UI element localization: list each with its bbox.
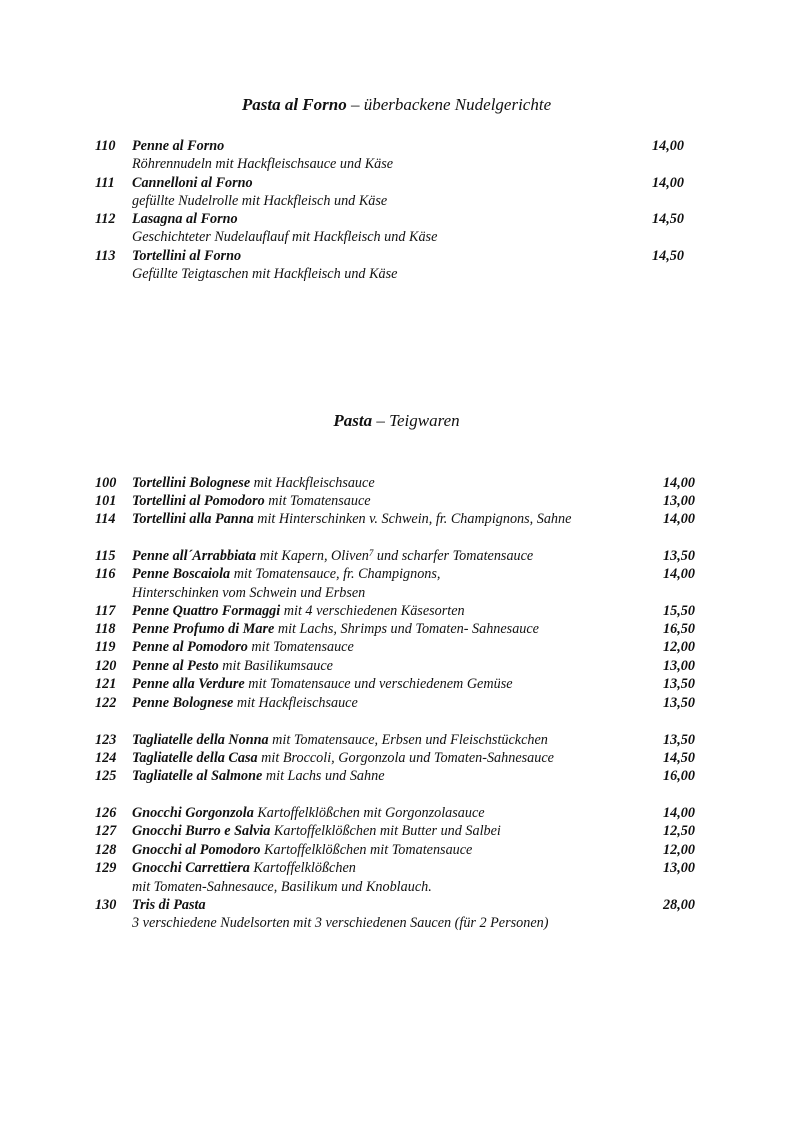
item-price: 14,00 [652,175,684,191]
item-name: Penne Profumo di Mare [132,621,275,637]
item-description: Geschichteter Nudelauflauf mit Hackfleisch und Käse [132,229,438,245]
item-number: 119 [95,639,116,655]
item-price: 14,00 [663,566,695,582]
item-price: 13,50 [663,676,695,692]
item-name: Penne al Pomodoro [132,639,248,655]
item-description-line2: mit Tomaten-Sahnesauce, Basilikum und Knoblauch. [132,879,432,895]
item-price: 12,00 [663,639,695,655]
item-number: 110 [95,138,116,154]
item-description: mit Tomatensauce, Erbsen und Fleischstückchen [268,732,548,748]
item-price: 14,00 [663,511,695,527]
item-description: mit Hinterschinken v. Schwein, fr. Champignons, Sahne [253,511,572,527]
item-description: mit Hackfleischsauce [233,695,358,711]
item-description: Kartoffelklößchen [249,860,356,876]
item-description: Gefüllte Teigtaschen mit Hackfleisch und Käse [132,266,398,282]
item-name: Tagliatelle della Nonna [132,732,269,748]
item-name: Cannelloni al Forno [132,175,253,191]
item-price: 13,00 [663,860,695,876]
item-name: Gnocchi Burro e Salvia [132,823,271,839]
item-description-continued: und scharfer Tomatensauce [373,548,534,564]
item-price: 14,00 [663,805,695,821]
item-number: 130 [95,897,117,913]
item-description: Röhrennudeln mit Hackfleischsauce und Käse [132,156,394,172]
item-name: Gnocchi Carrettiera [132,860,250,876]
item-number: 122 [95,695,117,711]
item-description: mit Tomatensauce, fr. Champignons, [230,566,441,582]
item-number: 114 [95,511,116,527]
item-name: Penne Quattro Formaggi [132,603,281,619]
item-number: 125 [95,768,117,784]
item-description: gefüllte Nudelrolle mit Hackfleisch und Käse [132,193,388,209]
item-name: Tagliatelle al Salmone [132,768,263,784]
item-price: 13,00 [663,658,695,674]
item-description: mit Lachs und Sahne [262,768,385,784]
item-description-line2: 3 verschiedene Nudelsorten mit 3 verschiedenen Saucen (für 2 Personen) [132,915,549,931]
item-number: 113 [95,248,116,264]
item-name: Tortellini alla Panna [132,511,254,527]
item-number: 123 [95,732,117,748]
item-number: 117 [95,603,116,619]
item-description: mit Tomatensauce [264,493,371,509]
section-title-rest: – überbackene Nudelgerichte [346,95,552,114]
section-title-bold: Pasta al Forno [241,95,347,114]
item-name: Tortellini al Pomodoro [132,493,265,509]
item-description: Kartoffelklößchen mit Tomatensauce [260,842,473,858]
item-description: mit Tomatensauce [247,639,354,655]
item-name: Gnocchi Gorgonzola [132,805,254,821]
item-number: 120 [95,658,117,674]
footnote-marker: 7 [368,548,374,558]
item-name: Penne al Forno [132,138,225,154]
item-price: 13,00 [663,493,695,509]
item-number: 121 [95,676,117,692]
item-price: 14,00 [663,475,695,491]
item-number: 129 [95,860,117,876]
item-number: 101 [95,493,117,509]
item-price: 28,00 [663,897,695,913]
item-price: 14,00 [652,138,684,154]
section-title-rest: – Teigwaren [372,411,460,430]
item-price: 13,50 [663,732,695,748]
item-number: 115 [95,548,116,564]
item-number: 100 [95,475,117,491]
item-price: 16,50 [663,621,695,637]
item-number: 118 [95,621,116,637]
item-number: 128 [95,842,117,858]
item-description-line2: Hinterschinken vom Schwein und Erbsen [132,585,366,601]
item-name: Tagliatelle della Casa [132,750,258,766]
item-name: Penne al Pesto [132,658,219,674]
item-name: Penne Boscaiola [132,566,231,582]
item-description: mit Broccoli, Gorgonzola und Tomaten-Sahnesauce [257,750,554,766]
item-price: 15,50 [663,603,695,619]
item-description: mit 4 verschiedenen Käsesorten [280,603,465,619]
item-name: Penne all´Arrabbiata [132,548,257,564]
section-heading-pasta [0,411,793,431]
item-number: 111 [95,175,115,191]
item-name: Tortellini al Forno [132,248,242,264]
section-heading-pasta-al-forno [0,95,793,115]
item-price: 12,50 [663,823,695,839]
item-number: 124 [95,750,117,766]
item-description: Kartoffelklößchen mit Butter und Salbei [270,823,501,839]
item-name: Tortellini Bolognese [132,475,251,491]
item-price: 14,50 [652,211,684,227]
item-price: 13,50 [663,548,695,564]
item-number: 127 [95,823,117,839]
item-description: mit Kapern, Oliven [256,548,369,564]
item-number: 126 [95,805,117,821]
section-title-bold: Pasta [333,411,373,430]
item-name: Gnocchi al Pomodoro [132,842,261,858]
item-name: Tris di Pasta [132,897,206,913]
item-name: Penne alla Verdure [132,676,245,692]
item-number: 116 [95,566,116,582]
item-price: 12,00 [663,842,695,858]
item-price: 14,50 [663,750,695,766]
item-description: mit Basilikumsauce [218,658,333,674]
item-price: 14,50 [652,248,684,264]
item-description: mit Hackfleischsauce [250,475,375,491]
item-name: Lasagna al Forno [132,211,238,227]
item-number: 112 [95,211,116,227]
item-price: 13,50 [663,695,695,711]
item-description: Kartoffelklößchen mit Gorgonzolasauce [253,805,485,821]
item-price: 16,00 [663,768,695,784]
item-description: mit Lachs, Shrimps und Tomaten- Sahnesauce [274,621,539,637]
item-name: Penne Bolognese [132,695,234,711]
item-description: mit Tomatensauce und verschiedenem Gemüse [244,676,513,692]
